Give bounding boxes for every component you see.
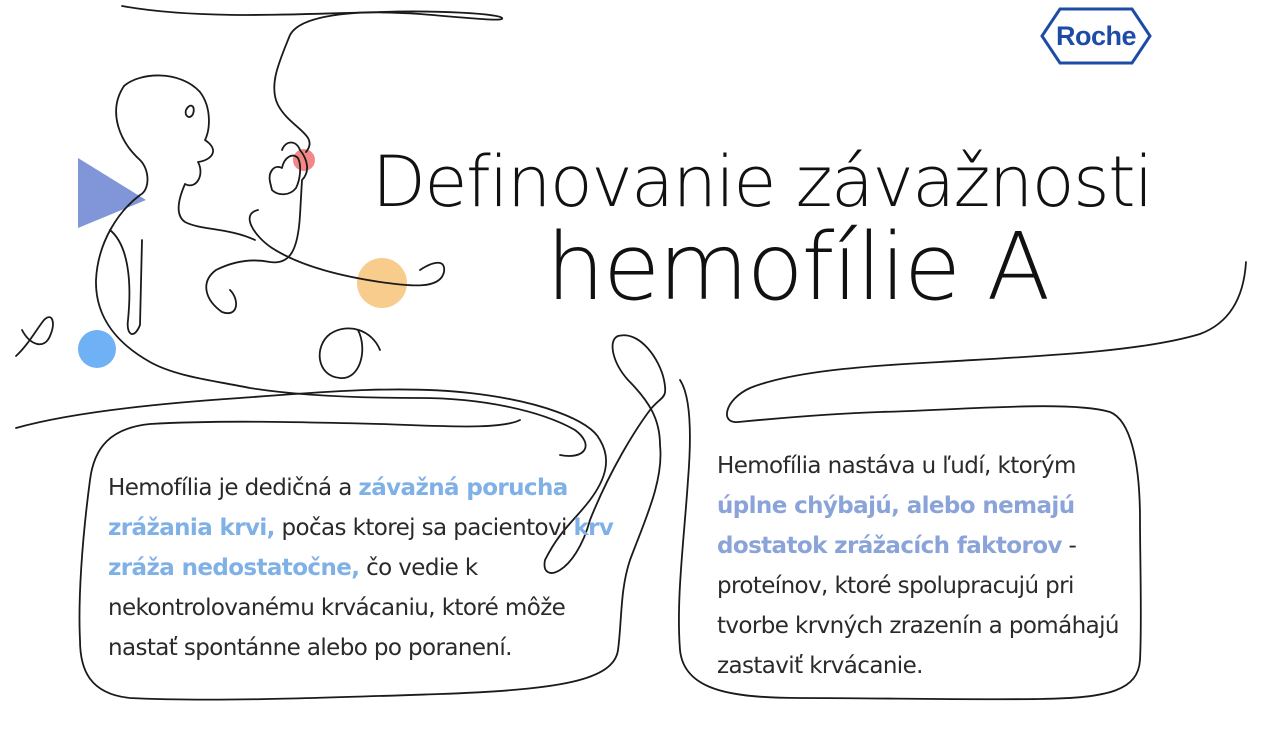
logo-text: Roche <box>1055 21 1137 51</box>
left-highlight-2: krv zráža nedostatočne, <box>108 515 614 581</box>
left-highlight-1: závažná porucha zrážania krvi, <box>108 475 568 541</box>
roche-logo <box>1040 6 1152 66</box>
right-highlight-1: úplne chýbajú, alebo nemajú dostatok zrážacích faktorov <box>717 493 1075 559</box>
left-text-2: počas ktorej sa pacientovi <box>274 515 574 541</box>
right-box-text <box>717 446 1147 686</box>
left-text-3: čo vedie k nekontrolovanému krvácaniu, ktoré môže nastať spontánne alebo po poranení. <box>108 555 566 661</box>
red-dot <box>293 149 315 171</box>
right-text-2: - proteínov, ktoré spolupracujú pri tvorbe krvných zrazenín a pomáhajú zastaviť krvácanie. <box>717 533 1119 679</box>
right-text-1: Hemofília nastáva u ľudí, ktorým <box>717 453 1076 479</box>
loop-near-dots <box>320 328 380 378</box>
left-loop-line <box>16 317 53 356</box>
page-title-line-2: hemofílie A <box>546 213 1049 321</box>
person-arm <box>206 143 307 314</box>
left-box-text <box>108 468 618 668</box>
person-eye <box>186 106 194 117</box>
left-text-1: Hemofília je dedičná a <box>108 475 359 501</box>
triangle-shape <box>78 158 146 228</box>
person-torso <box>110 230 142 334</box>
blue-dot <box>78 330 116 368</box>
person-face <box>124 75 255 240</box>
page-title-line-1: Definovanie závažnosti <box>372 141 1152 223</box>
